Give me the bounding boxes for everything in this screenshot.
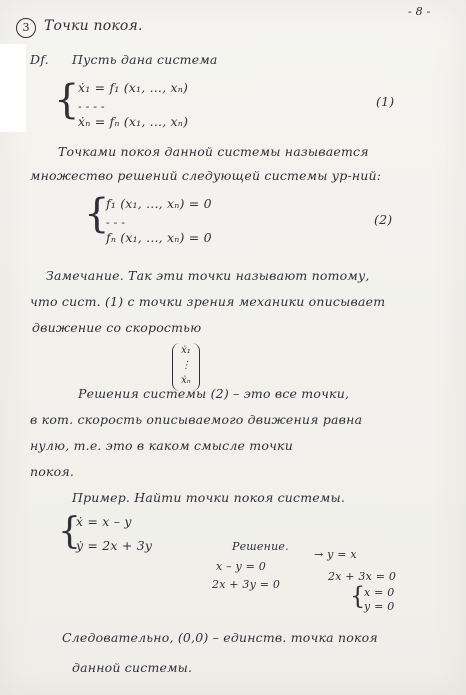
equation-line: ẋₙ = fₙ (x₁, ..., xₙ) xyxy=(78,114,189,129)
definition-text: Точками покоя данной системы называется xyxy=(58,144,369,159)
example-equation: ẋ = x – y xyxy=(76,514,132,529)
equation-number: (2) xyxy=(374,212,393,227)
solution-result: → y = x xyxy=(314,548,357,561)
velocity-vector xyxy=(172,343,200,391)
blank-patch xyxy=(0,44,26,132)
system-brace: { xyxy=(350,582,366,610)
conclusion-text: Следовательно, (0,0) – единств. точка покоя xyxy=(62,630,378,645)
system-brace: { xyxy=(58,511,81,552)
solution-label: Решение. xyxy=(232,540,289,553)
vector-dots: ⋮ xyxy=(181,360,191,371)
solution-step: y = 0 xyxy=(364,600,395,613)
equation-line: fₙ (x₁, ..., xₙ) = 0 xyxy=(106,230,212,245)
remark-text: покоя. xyxy=(30,464,75,479)
remark-text: движение со скоростью xyxy=(32,320,202,335)
section-title: Точки покоя. xyxy=(44,18,143,34)
solution-step: 2x + 3x = 0 xyxy=(328,570,397,583)
equation-number: (1) xyxy=(376,94,395,109)
page-number: - 8 - xyxy=(408,5,431,18)
definition-intro: Пусть дана система xyxy=(72,52,218,67)
section-number: 3 xyxy=(16,18,36,38)
example-intro: Пример. Найти точки покоя системы. xyxy=(72,490,346,505)
equation-dots: - - - - xyxy=(78,100,105,113)
system-brace: { xyxy=(54,77,80,123)
remark-text: что сист. (1) с точки зрения механики описывает xyxy=(30,294,386,309)
remark-text: в кот. скорость описываемого движения равна xyxy=(30,412,363,427)
solution-equation: x – y = 0 xyxy=(216,560,266,573)
conclusion-text: данной системы. xyxy=(72,660,193,675)
vector-component: ẋₙ xyxy=(181,375,191,386)
equation-line: ẋ₁ = f₁ (x₁, ..., xₙ) xyxy=(78,80,189,95)
remark-text: Замечание. Так эти точки называют потому, xyxy=(46,268,370,283)
solution-equation: 2x + 3y = 0 xyxy=(212,578,281,591)
solution-step: x = 0 xyxy=(364,586,395,599)
remark-text: Решения системы (2) – это все точки, xyxy=(78,386,350,401)
remark-text: нулю, т.е. это в каком смысле точки xyxy=(30,438,293,453)
example-equation: ẏ = 2x + 3y xyxy=(76,538,153,553)
equation-line: f₁ (x₁, ..., xₙ) = 0 xyxy=(106,196,212,211)
vector-component: ẋ₁ xyxy=(181,345,191,356)
definition-text: множество решений следующей системы ур-ний: xyxy=(30,168,382,183)
definition-label: Df. xyxy=(30,52,49,67)
equation-dots: - - - xyxy=(106,216,126,229)
system-brace: { xyxy=(84,191,110,237)
